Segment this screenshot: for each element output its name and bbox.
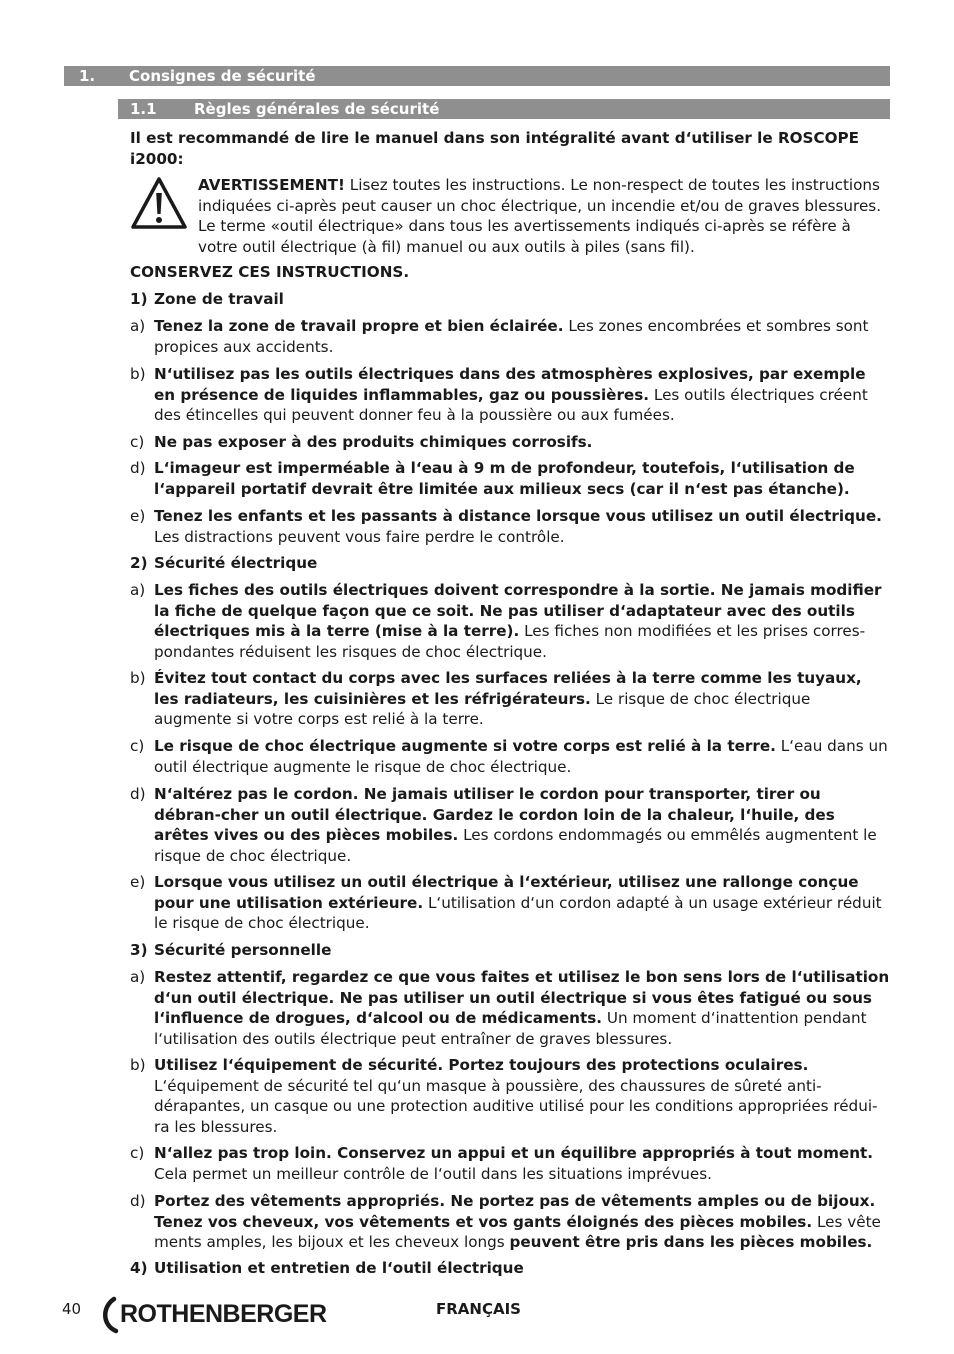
list-item	[130, 1191, 890, 1253]
list-item-label: d)	[130, 785, 146, 803]
warning-text: Lisez toutes les instructions. Le non-respect de toutes les instructions indiquées ci-après peut causer un choc électrique, un incendie et/ou de graves blessures. Le terme «outil électrique» dans tous les avertissements indiqués ci-après se réfère à votre outil électrique (à fil) manuel ou aux outils à piles (sans fil).	[198, 176, 882, 256]
list-item-label: c)	[130, 1144, 145, 1162]
list-item	[130, 1143, 890, 1184]
warning-paragraph	[198, 175, 890, 257]
list-item	[130, 364, 890, 426]
list-item-bold: Utilisez l‘équipement de sécurité. Portez toujours des protections oculaires.	[154, 1056, 809, 1074]
list-item-text: Les zones encombrées et sombres sont propices aux accidents.	[154, 317, 869, 356]
subsection-list-number: 4)	[130, 1259, 148, 1277]
list-item-bold: N‘altérez pas le cordon. Ne jamais utiliser le cordon pour transporter, tirer ou débran-cher un outil électrique. Gardez le cordon loin de la chaleur, l‘huile, des arêtes vives ou des pièces mobiles.	[154, 785, 835, 845]
list-item	[130, 784, 890, 866]
subsection-utilisation-entretien	[130, 1258, 524, 1279]
list-item	[130, 668, 890, 730]
list-item-label: e)	[130, 507, 146, 525]
section-heading-bar	[64, 66, 890, 86]
list-item-label: a)	[130, 581, 146, 599]
list-item-label: b)	[130, 669, 146, 687]
list-item-text: Les cordons endommagés ou emmêlés augmentent le risque de choc électrique.	[154, 826, 877, 865]
list-item-text: Le risque de choc électrique augmente si votre corps est relié à la terre.	[154, 689, 811, 729]
list-item-label: d)	[130, 1192, 146, 1210]
warning-triangle-icon	[130, 176, 188, 230]
list-item-text: Cela permet un meilleur contrôle de l‘outil dans les situations imprévues.	[154, 1164, 712, 1183]
list-item-bold: Ne pas exposer à des produits chimiques corrosifs.	[154, 433, 593, 451]
list-item-label: a)	[130, 968, 146, 986]
list-item-bold-end: peuvent être pris dans les pièces mobiles.	[509, 1233, 873, 1252]
list-item-text: Les distractions peuvent vous faire perdre le contrôle.	[154, 527, 565, 546]
subsection-title: Règles générales de sécurité	[194, 100, 440, 118]
list-item	[130, 580, 890, 662]
list-item-bold: Les fiches des outils électriques doivent correspondre à la sortie. Ne jamais modifier la fiche de quelque façon que ce soit. Ne pas utiliser d‘adaptateur avec des outils électriques mis à la terre (mise à la terre).	[154, 581, 882, 641]
subsection-heading-bar	[118, 99, 890, 119]
subsection-number: 1.1	[130, 100, 157, 118]
subsection-list-title: Utilisation et entretien de l‘outil électrique	[154, 1259, 524, 1277]
list-item	[130, 432, 890, 453]
list-item-label: c)	[130, 433, 145, 451]
list-item-label: c)	[130, 737, 145, 755]
list-item-bold: Tenez la zone de travail propre et bien éclairée.	[154, 317, 564, 335]
list-item-text: Les fiches non modifiées et les prises corres-pondantes réduisent les risques de choc électrique.	[154, 622, 866, 661]
list-item-bold: Lorsque vous utilisez un outil électrique à l‘extérieur, utilisez une rallonge conçue pour une utilisation extérieure.	[154, 873, 859, 912]
warning-label: AVERTISSEMENT!	[198, 176, 345, 194]
list-item	[130, 1055, 890, 1137]
list-item-label: d)	[130, 459, 146, 477]
list-item-bold: L‘imageur est imperméable à l‘eau à 9 m de profondeur, toutefois, l‘utilisation de l‘appareil portatif devrait être limitée aux milieux secs (car il n‘est pas étanche).	[154, 459, 855, 498]
list-item-bold: Évitez tout contact du corps avec les surfaces reliées à la terre comme les tuyaux, les radiateurs, les cuisinières et les réfrigérateurs.	[154, 669, 862, 708]
list-item-text: L‘équipement de sécurité tel qu‘un masque à poussière, des chaussures de sûreté anti-dérapantes, un casque ou une protection auditive utilisé pour les conditions appropriées rédui-ra les blessures.	[154, 1076, 878, 1136]
list-item	[130, 316, 890, 357]
list-item-bold: Tenez les enfants et les passants à distance lorsque vous utilisez un outil électrique.	[154, 507, 882, 525]
list-item-label: b)	[130, 1056, 146, 1074]
list-item	[130, 458, 890, 499]
subsection-securite-personnelle	[130, 940, 331, 961]
logo-text: ROTHENBERGER	[120, 1300, 327, 1328]
subsection-zone-de-travail	[130, 289, 284, 310]
subsection-list-number: 3)	[130, 941, 148, 959]
section-number: 1.	[79, 67, 96, 85]
subsection-list-title: Sécurité personnelle	[154, 941, 332, 959]
list-item	[130, 506, 890, 547]
list-item-bold: N‘allez pas trop loin. Conservez un appui et un équilibre appropriés à tout moment.	[154, 1144, 874, 1162]
subsection-list-number: 1)	[130, 290, 148, 308]
list-item-bold: N‘utilisez pas les outils électriques dans des atmosphères explosives, par exemple en présence de liquides inflammables, gaz ou poussières.	[154, 365, 866, 404]
list-item	[130, 736, 890, 777]
subsection-list-title: Zone de travail	[154, 290, 284, 308]
list-item-text: L‘eau dans un outil électrique augmente le risque de choc électrique.	[154, 737, 888, 776]
subsection-securite-electrique	[130, 553, 317, 574]
section-title: Consignes de sécurité	[129, 67, 316, 85]
list-item	[130, 872, 890, 934]
list-item-bold: Portez des vêtements appropriés. Ne portez pas de vêtements amples ou de bijoux. Tenez vos cheveux, vos vêtements et vos gants éloignés des pièces mobiles.	[154, 1192, 876, 1231]
list-item	[130, 967, 890, 1049]
page-number: 40	[62, 1300, 82, 1318]
list-item-text: L‘utilisation d‘un cordon adapté à un usage extérieur réduit le risque de choc électrique.	[154, 893, 882, 933]
list-item-text: Un moment d‘inattention pendant l‘utilisation des outils électrique peut entraîner de graves blessures.	[154, 1009, 867, 1048]
conserve-instructions: CONSERVEZ CES INSTRUCTIONS.	[130, 263, 410, 281]
rothenberger-logo	[100, 1293, 350, 1335]
subsection-list-title: Sécurité électrique	[154, 554, 318, 572]
list-item-text: Les outils électriques créent des étincelles qui peuvent donner feu à la poussière ou aux fumées.	[154, 385, 868, 425]
language-label: FRANÇAIS	[436, 1300, 521, 1318]
list-item-label: e)	[130, 873, 146, 891]
list-item-bold: Restez attentif, regardez ce que vous faites et utilisez le bon sens lors de l‘utilisation d‘un outil électrique. Ne pas utiliser un outil électrique si vous êtes fatigué ou sous l‘influence de drogues, d‘alcool ou de médicaments.	[154, 968, 890, 1028]
list-item-bold: Le risque de choc électrique augmente si votre corps est relié à la terre.	[154, 737, 776, 755]
subsection-list-number: 2)	[130, 554, 148, 572]
intro-paragraph: Il est recommandé de lire le manuel dans son intégralité avant d‘utiliser le ROSCOPE i2000:	[130, 129, 860, 168]
list-item-label: b)	[130, 365, 146, 383]
list-item-text: Les vête ments amples, les bijoux et les cheveux longs	[154, 1212, 881, 1252]
list-item-label: a)	[130, 317, 146, 335]
